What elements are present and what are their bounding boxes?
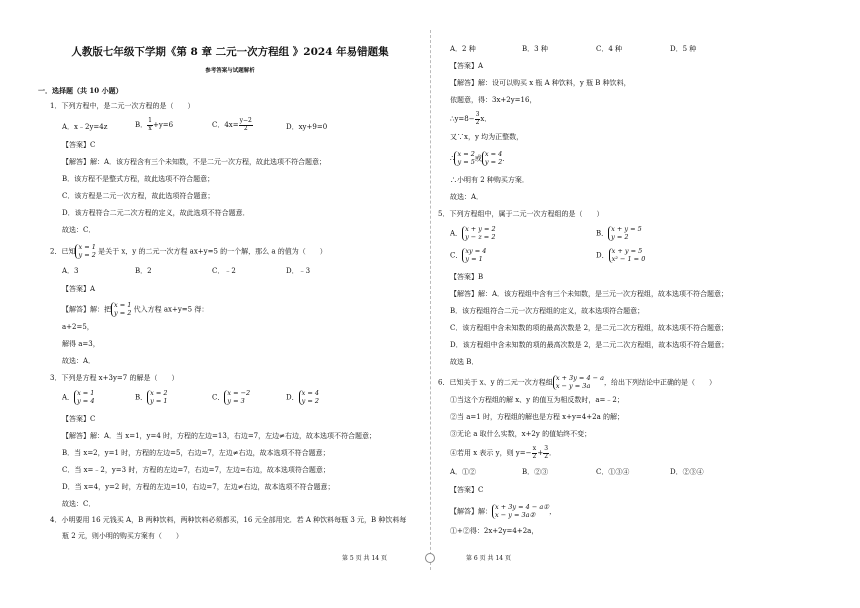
frac-den: 2 [544,452,549,460]
q4-end-2: 故选：A． [450,193,484,201]
q2-answer: 【答案】A [62,285,96,293]
opt-label: A． [62,393,75,402]
q3-stem: 3．下列是方程 x+3y=7 的解是（ ） [50,374,179,382]
q5-option-b [596,226,642,241]
q6-option-b: B．②③ [522,468,549,476]
q4-option-a: A．2 种 [450,45,476,53]
q6-stem-pre: 6．已知关于 x、y 的二元一次方程组 [438,378,553,387]
opt-system [299,390,319,405]
sys-eq: y = 2 [78,250,96,259]
q6-analysis-post: ， [549,507,557,516]
q6-stem [438,375,716,390]
q5-option-d [596,248,645,263]
q6-item-4 [450,446,556,460]
right-page-footer: 第 6 页 共 14 页 [466,555,511,562]
q1-option-c-fraction [239,118,253,132]
q4-end-1: ∴小明有 2 种购买方案． [450,176,529,184]
sys-eq: x = 1 [114,301,132,309]
q2-stem-pre: 2．已知 [50,247,76,256]
opt-system [462,226,496,241]
q2-option-c: C．﹣2 [212,267,236,275]
q1-option-b-tail: +y=6 [152,121,174,129]
q4-solution-2 [482,151,502,166]
q1-analysis-1: 【解答】解：A．该方程含有三个未知数，不是二元一次方程，故此选项不符合题意； [62,158,327,166]
q4-analysis-3 [450,112,491,126]
frac-den: x [148,124,152,132]
sys-eq: y = 4 [77,396,95,405]
q4-stem-1: 4．小明要用 16 元钱买 A，B 两种饮料，两种饮料必须都买，16 元全部用完．若 A 种饮料每瓶 3 元，B 种饮料每 [50,516,407,524]
q6-option-a: A．①② [450,468,477,476]
q1-analysis-2: B．该方程不是整式方程，故此选项不符合题意； [62,175,215,183]
sys-eq: y = 2 [484,157,503,166]
frac-num: x [532,445,537,452]
q3-analysis-3: C．当 x=﹣2，y=3 时，方程的左边=7，右边=7，左边=右边，故本选项符合题意； [62,466,330,474]
q1-option-c [212,118,253,132]
q6-stem-post: ，给出下列结论中正确的是（ ） [604,378,717,387]
q4-frac-tail: x． [480,115,492,123]
sys-eq: y = 5 [457,157,475,166]
sys-eq: x + y = 2 [465,225,496,233]
q5-analysis-1: 【解答】解：A．该方程组中含有三个未知数，是三元一次方程组，故本选项不符合题意； [450,290,729,298]
q6-last-line: ①+②得：2x+2y=4+2a， [450,527,539,535]
sys-eq: y = 1 [465,254,483,263]
q4-analysis-2: 依题意，得：3x+2y=16， [450,96,537,104]
section-heading: 一．选择题（共 10 小题） [38,86,123,95]
q1-analysis-5: 故选：C． [62,226,96,234]
q3-analysis-1: 【解答】解：A．当 x=1，y=4 时，方程的左边=13，右边=7，左边≠右边，故本选项不符合题意； [62,432,377,440]
right-page [430,0,860,608]
opt-label: D． [596,251,609,260]
frac-num: 3 [475,111,480,118]
opt-system [462,248,486,263]
q2-analysis-system [111,302,131,317]
opt-label: B． [596,229,609,238]
opt-label: A． [450,229,463,238]
q5-stem: 5．下列方程组中，属于二元一次方程组的是（ ） [438,210,604,218]
sys-eq: y − z = 2 [465,232,496,241]
sys-eq: y = 3 [227,396,245,405]
q2-option-b: B．2 [135,267,152,275]
q3-answer: 【答案】C [62,415,96,423]
opt-label: C． [212,393,225,402]
sys-eq: x = −2 [227,389,251,397]
frac-num: 1 [148,117,152,124]
frac-den: 2 [475,118,480,126]
plus-sign: + [537,449,544,457]
q5-option-a [450,226,496,241]
sys-eq: x + y = 5 [611,247,643,255]
q4-y-expr: ∴y=8− [450,115,475,123]
page-title: 人教版七年级下学期《第 8 章 二元一次方程组 》2024 年易错题集 [71,46,389,58]
q6-option-c: C．①③④ [596,468,630,476]
q5-analysis-3: C．该方程组中含未知数的项的最高次数是 2，是二元二次方程组，故本选项不符合题意； [450,324,729,332]
q4-option-c: C．4 种 [596,45,623,53]
q2-option-a: A．3 [62,267,79,275]
sys-eq: x = 4 [484,150,503,158]
q2-analysis-post: 代入方程 ax+y=5 得： [133,305,209,314]
q6-item-1: ①当这个方程组的解 x、y 的值互为相反数时，a=﹣2； [450,396,624,404]
q4-option-d: D．5 种 [670,45,697,53]
q6-item4-pre: ④若用 x 表示 y，则 y=− [450,449,532,457]
q1-option-a: A．x﹣2y=4z [62,123,108,131]
q1-analysis-4: D．该方程符合二元二次方程的定义，故此选项不符合题意． [62,209,250,217]
q4-solutions [450,151,509,166]
sys-eq: x − y = 3a② [495,510,536,519]
opt-system [224,390,250,405]
sys-eq: x = 1 [78,243,96,251]
opt-label: C． [450,251,463,260]
q3-analysis-4: D．当 x=4，y=2 时，方程的左边=10，右边=7，左边≠右边，故本选项不符合题意； [62,483,335,491]
q5-option-c [450,248,486,263]
opt-system [147,390,167,405]
sys-eq: xy = 4 [465,247,487,255]
sys-eq: y = 2 [301,396,320,405]
q2-line-3: 故选：A． [62,357,96,365]
sys-eq: x = 4 [301,389,320,397]
q1-option-b [135,118,173,132]
q3-option-b [135,390,168,405]
q6-analysis-pre: 【解答】解： [450,507,492,516]
sys-eq: x + 3y = 4 − a① [495,503,550,511]
sys-eq: y = 2 [611,232,629,241]
period: ． [549,449,557,457]
q4-stem-2: 瓶 2 元，则小明的购买方案有（ ） [62,532,183,540]
q2-line-2: 解得 a=3， [62,340,100,348]
sys-eq: x = 2 [457,150,475,158]
opt-system [74,390,94,405]
q3-option-d [286,390,319,405]
q1-answer: 【答案】C [62,141,96,149]
q3-analysis-5: 故选：C． [62,500,96,508]
left-page-footer: 第 5 页 共 14 页 [342,555,387,562]
q1-option-d: D．xy+9=0 [286,123,328,131]
opt-system [609,248,646,263]
frac-num: y−2 [239,117,252,124]
frac-num: 3 [544,445,549,452]
q5-analysis-5: 故选 B． [450,358,479,366]
sys-eq: x + y = 5 [611,225,642,233]
q6-item-3: ③无论 a 取什么实数，x+2y 的值始终不变； [450,430,592,438]
sys-eq: x = 2 [150,389,168,397]
opt-label: D． [286,393,299,402]
therefore-symbol: ∴ [450,154,455,163]
q5-analysis-2: B．该方程组符合二元一次方程组的定义，故本选项符合题意； [450,307,645,315]
q1-option-c-label: C．4x= [212,121,239,129]
q2-system [75,244,95,259]
q6-analysis-system [492,504,549,519]
period: ． [502,154,510,163]
q2-analysis-pre: 【解答】解：把 [62,305,111,314]
q6-item-2: ②当 a=1 时，方程组的解也是方程 x+y=4+2a 的解； [450,413,624,421]
or-text: 或 [474,154,482,163]
q4-answer: 【答案】A [450,62,484,70]
q2-line-1: a+2=5， [62,323,94,331]
q4-analysis-1: 【解答】解：设可以购买 x 瓶 A 种饮料，y 瓶 B 种饮料， [450,79,631,87]
q1-option-b-label: B． [135,121,148,129]
opt-system [608,226,642,241]
q1-stem: 1．下列方程中，是二元一次方程的是（ ） [50,102,195,110]
q3-option-a [62,390,94,405]
q2-analysis-1 [62,302,208,317]
frac-den: 2 [243,124,248,132]
q5-analysis-4: D．该方程组中含未知数的项的最高次数是 2，是二元二次方程组，故本选项不符合题意； [450,341,729,349]
q6-option-d: D．②③④ [670,468,704,476]
q2-stem-post: 是关于 x，y 的二元一次方程 ax+y=5 的一个解，那么 a 的值为（ ） [98,247,327,256]
q3-option-c [212,390,250,405]
q6-answer: 【答案】C [450,486,484,494]
opt-label: B． [135,393,148,402]
q5-answer: 【答案】B [450,273,484,281]
q6-analysis [450,504,556,519]
q4-option-b: B．3 种 [522,45,548,53]
sys-eq: x − y = 3a [555,381,591,390]
q3-analysis-2: B．当 x=2，y=1 时，方程的左边=5，右边=7，左边≠右边，故本选项不符合题意； [62,449,330,457]
page-subtitle: 参考答案与试题解析 [205,68,255,74]
q6-system [553,375,604,390]
sys-eq: y = 1 [150,396,168,405]
q2-option-d: D．﹣3 [286,267,311,275]
sys-eq: x + 3y = 4 − a [555,374,605,382]
sys-eq: x = 1 [77,389,95,397]
q1-analysis-3: C．该方程是二元一次方程，故此选项符合题意； [62,192,215,200]
sys-eq: x² − 1 = 0 [611,254,646,263]
sys-eq: y = 2 [114,308,132,317]
q2-stem [50,244,327,259]
q4-solution-1 [454,151,474,166]
q4-analysis-4: 又∵x，y 均为正整数， [450,133,524,141]
frac-den: 2 [532,452,537,460]
